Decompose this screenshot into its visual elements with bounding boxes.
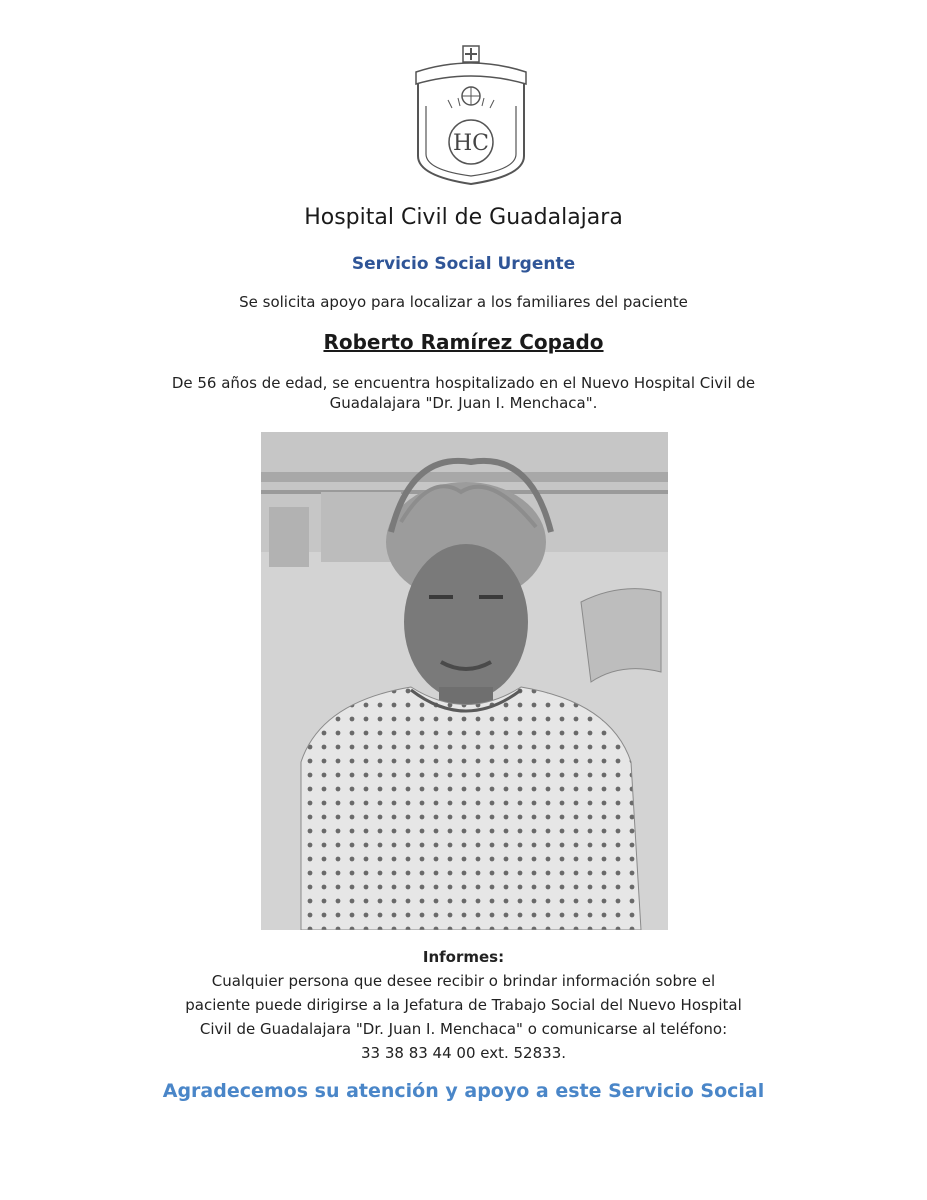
svg-text:HC: HC <box>452 131 490 156</box>
info-line: Cualquier persona que desee recibir o brindar información sobre el <box>211 972 716 990</box>
patient-photo-icon <box>261 432 668 930</box>
patient-description: De 56 años de edad, se encuentra hospitalizado en el Nuevo Hospital Civil de Guadalajara "Dr. Juan I. Menchaca". <box>171 374 756 412</box>
thanks-text: Agradecemos su atención y apoyo a este Servicio Social <box>162 1080 765 1102</box>
info-title: Informes: <box>422 948 505 966</box>
request-text: Se solicita apoyo para localizar a los familiares del paciente <box>239 293 688 311</box>
hospital-logo <box>408 44 534 186</box>
patient-name: Roberto Ramírez Copado <box>323 330 604 354</box>
info-phone: 33 38 83 44 00 ext. 52833. <box>360 1044 567 1062</box>
info-block <box>110 945 817 1065</box>
info-line: paciente puede dirigirse a la Jefatura de Trabajo Social del Nuevo Hospital <box>185 996 742 1014</box>
subtitle: Servicio Social Urgente <box>351 254 576 274</box>
page-title: Hospital Civil de Guadalajara <box>304 205 623 230</box>
hospital-shield-logo-icon <box>408 44 534 186</box>
patient-photo <box>261 432 668 930</box>
info-line: Civil de Guadalajara "Dr. Juan I. Menchaca" o comunicarse al teléfono: <box>199 1020 728 1038</box>
